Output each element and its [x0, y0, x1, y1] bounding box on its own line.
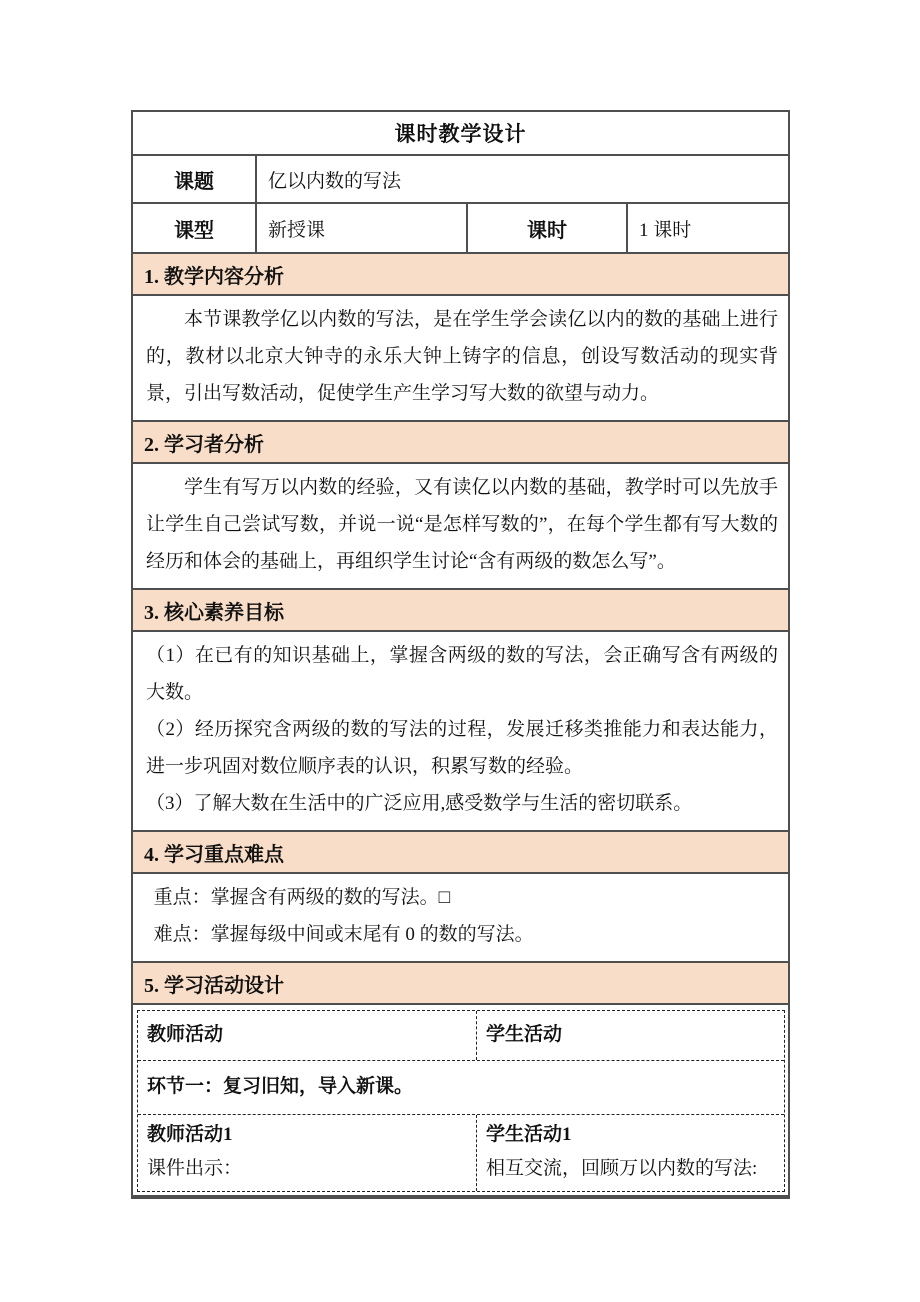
period-value: 1 课时: [626, 204, 788, 252]
document-title: 课时教学设计: [394, 122, 527, 146]
student-activity-title: 学生活动1: [486, 1124, 572, 1145]
course-type-row: [133, 204, 788, 254]
goal-item-1: （1）在已有的知识基础上，掌握含两级的数的写法，会正确写含有两级的大数。: [146, 645, 778, 703]
stage-title: 环节一：复习旧知，导入新课。: [147, 1076, 414, 1097]
activity-table-header-row: [138, 1011, 784, 1061]
topic-value: 亿以内数的写法: [255, 156, 788, 202]
goal-item-2: （2）经历探究含两级的数的写法的过程，发展迁移类推能力和表达能力，进一步巩固对数位顺序表的认识，积累写数的经验。: [146, 719, 778, 777]
section-body-activity-design: [133, 1005, 788, 1197]
section-heading-key-points: 4. 学习重点难点: [133, 832, 788, 874]
section-body-key-points: [133, 874, 788, 963]
key-point-line: 重点：掌握含有两级的数的写法。□: [153, 887, 451, 908]
difficulty-line: 难点：掌握每级中间或末尾有 0 的数的写法。: [153, 924, 534, 945]
course-type-value: 新授课: [255, 204, 466, 252]
teacher-activity-title: 教师活动1: [147, 1124, 233, 1145]
student-activity-cell: [477, 1115, 784, 1191]
period-label: 课时: [466, 204, 626, 252]
student-activity-line: 相互交流，回顾万以内数的写法:: [486, 1158, 758, 1179]
student-activity-header: 学生活动: [486, 1024, 563, 1045]
teacher-activity-header: 教师活动: [138, 1011, 477, 1060]
section-heading-core-goals: 3. 核心素养目标: [133, 590, 788, 632]
activity-table: [137, 1010, 785, 1192]
teacher-activity-line: 课件出示：: [147, 1158, 243, 1179]
activity-stage-row: [138, 1061, 784, 1115]
document-title-row: [133, 112, 788, 156]
activity-detail-row: [138, 1115, 784, 1191]
paragraph: 学生有写万以内数的经验，又有读亿以内数的基础，教学时可以先放手让学生自己尝试写数，并说一说“是怎样写数的”，在每个学生都有写大数的经历和体会的基础上，再组织学生讨论“含有两级的数怎么写”。: [146, 477, 778, 572]
goal-item-3: （3）了解大数在生活中的广泛应用,感受数学与生活的密切联系。: [146, 793, 693, 814]
topic-row: [133, 156, 788, 204]
section-heading-learner-analysis: 2. 学习者分析: [133, 422, 788, 464]
topic-label: 课题: [174, 170, 214, 193]
lesson-plan-table: [131, 110, 790, 1199]
paragraph: 本节课教学亿以内数的写法，是在学生学会读亿以内的数的基础上进行的，教材以北京大钟寺的永乐大钟上铸字的信息，创设写数活动的现实背景，引出写数活动，促使学生产生学习写大数的欲望与动力。: [146, 309, 778, 404]
section-heading-content-analysis: 1. 教学内容分析: [133, 254, 788, 296]
section-heading-activity-design: 5. 学习活动设计: [133, 963, 788, 1005]
teacher-activity-cell: [138, 1115, 477, 1191]
section-body-learner-analysis: [133, 464, 788, 590]
section-body-content-analysis: [133, 296, 788, 422]
section-body-core-goals: [133, 632, 788, 832]
course-type-label: 课型: [174, 219, 214, 242]
